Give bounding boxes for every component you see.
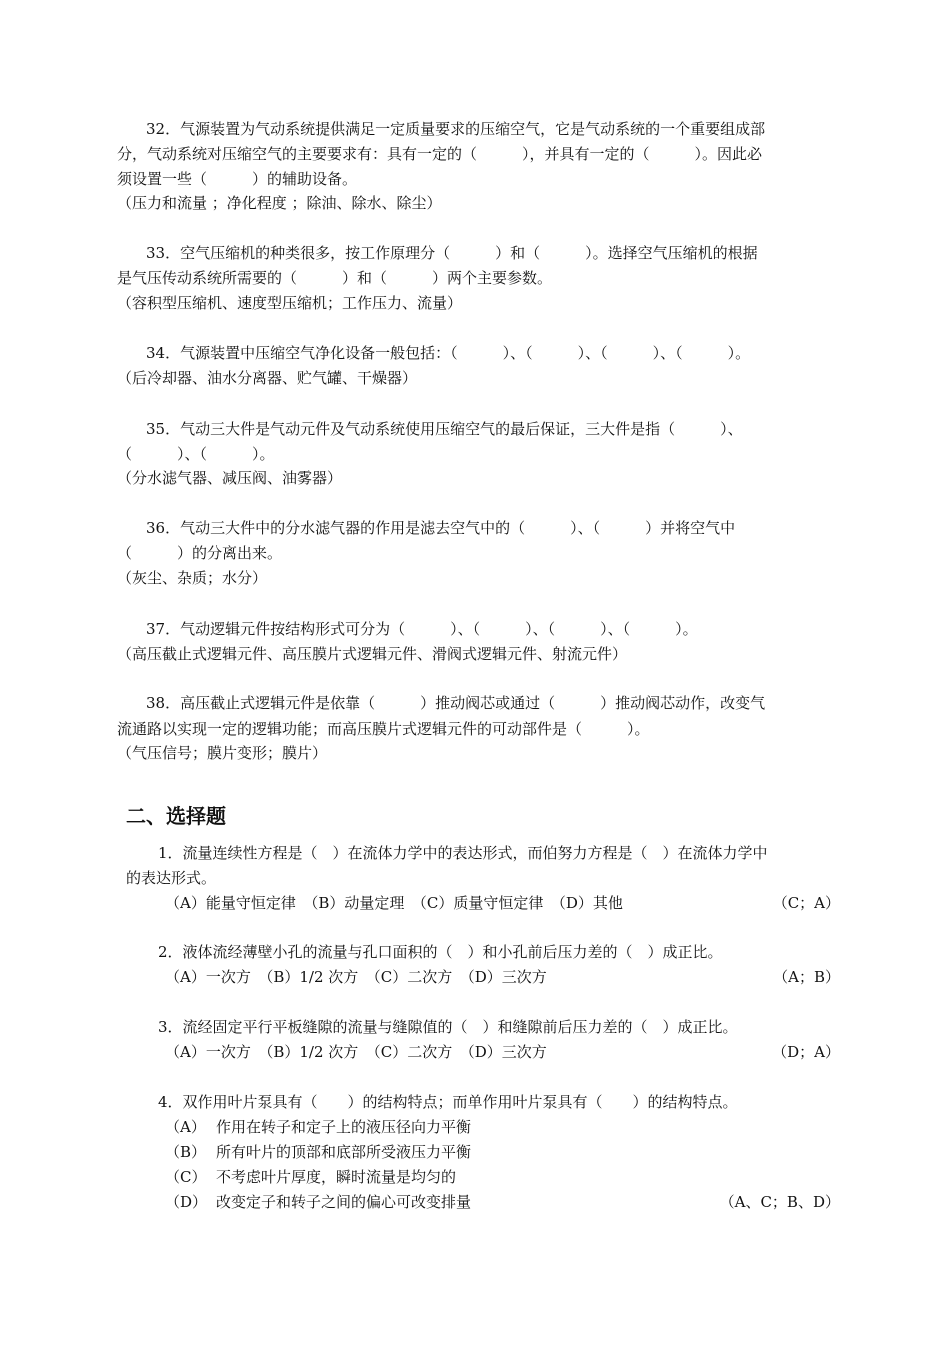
option-label: （C）	[165, 1168, 207, 1186]
options-line: （A）一次方 （B）1/2 次方 （C）二次方 （D）三次方	[165, 1043, 547, 1061]
answer-text: （高压截止式逻辑元件、高压膜片式逻辑元件、滑阀式逻辑元件、射流元件）	[117, 645, 628, 663]
answer-text: （分水滤气器、减压阀、油雾器）	[117, 469, 343, 487]
question-text-line: 38．高压截止式逻辑元件是依靠（ ）推动阀芯或通过（ ）推动阀芯动作，改变气	[146, 694, 766, 712]
answer-text: （A；B）	[773, 968, 840, 986]
question-text-line: 的表达形式。	[126, 869, 217, 887]
answer-text: （灰尘、杂质；水分）	[117, 569, 268, 587]
option-text: 不考虑叶片厚度，瞬时流量是均匀的	[216, 1168, 457, 1186]
option-text: 作用在转子和定子上的液压径向力平衡	[216, 1118, 472, 1136]
option-label: （A）	[165, 1118, 206, 1136]
question-text-line: 2．液体流经薄壁小孔的流量与孔口面积的（ ）和小孔前后压力差的（ ）成正比。	[158, 943, 723, 961]
question-text-line: （ ）、（ ）。	[117, 445, 275, 463]
question-text-line: 4．双作用叶片泵具有（ ）的结构特点；而单作用叶片泵具有（ ）的结构特点。	[158, 1093, 738, 1111]
question-text-line: 流通路以实现一定的逻辑功能；而高压膜片式逻辑元件的可动部件是（ ）。	[117, 720, 650, 738]
question-text-line: 是气压传动系统所需要的（ ）和（ ）两个主要参数。	[117, 269, 553, 287]
answer-text: （A、C；B、D）	[719, 1193, 840, 1211]
answer-text: （气压信号；膜片变形；膜片）	[117, 744, 328, 762]
answer-text: （C；A）	[772, 894, 840, 912]
question-text-line: 33．空气压缩机的种类很多，按工作原理分（ ）和（ ）。选择空气压缩机的根据	[146, 244, 758, 262]
question-text-line: 3．流经固定平行平板缝隙的流量与缝隙值的（ ）和缝隙前后压力差的（ ）成正比。	[158, 1018, 738, 1036]
question-text-line: 分，气动系统对压缩空气的主要要求有：具有一定的（ ），并具有一定的（ ）。因此必	[117, 145, 763, 163]
question-text-line: 37．气动逻辑元件按结构形式可分为（ ）、（ ）、（ ）、（ ）。	[146, 620, 698, 638]
section-title: 二、选择题	[126, 804, 226, 828]
options-line: （A）能量守恒定律 （B）动量定理 （C）质量守恒定律 （D）其他	[165, 894, 623, 912]
question-text-line: 34．气源装置中压缩空气净化设备一般包括：（ ）、（ ）、（ ）、（ ）。	[146, 344, 751, 362]
answer-text: （D；A）	[772, 1043, 840, 1061]
option-label: （B）	[165, 1143, 207, 1161]
option-label: （D）	[165, 1193, 208, 1211]
question-text-line: 35．气动三大件是气动元件及气动系统使用压缩空气的最后保证，三大件是指（ ）、	[146, 420, 743, 438]
option-text: 所有叶片的顶部和底部所受液压力平衡	[216, 1143, 472, 1161]
option-text: 改变定子和转子之间的偏心可改变排量	[216, 1193, 472, 1211]
question-text-line: 1．流量连续性方程是（ ）在流体力学中的表达形式，而伯努力方程是（ ）在流体力学中	[158, 844, 768, 862]
question-text-line: 32．气源装置为气动系统提供满足一定质量要求的压缩空气，它是气动系统的一个重要组成部	[146, 120, 766, 138]
options-line: （A）一次方 （B）1/2 次方 （C）二次方 （D）三次方	[165, 968, 547, 986]
question-text-line: （ ）的分离出来。	[117, 544, 283, 562]
question-text-line: 36．气动三大件中的分水滤气器的作用是滤去空气中的（ ）、（ ）并将空气中	[146, 519, 736, 537]
answer-text: （压力和流量 ；净化程度 ；除油、除水、除尘）	[117, 194, 442, 212]
answer-text: （容积型压缩机、速度型压缩机；工作压力、流量）	[117, 294, 463, 312]
question-text-line: 须设置一些（ ）的辅助设备。	[117, 170, 358, 188]
answer-text: （后冷却器、油水分离器、贮气罐、干燥器）	[117, 369, 418, 387]
